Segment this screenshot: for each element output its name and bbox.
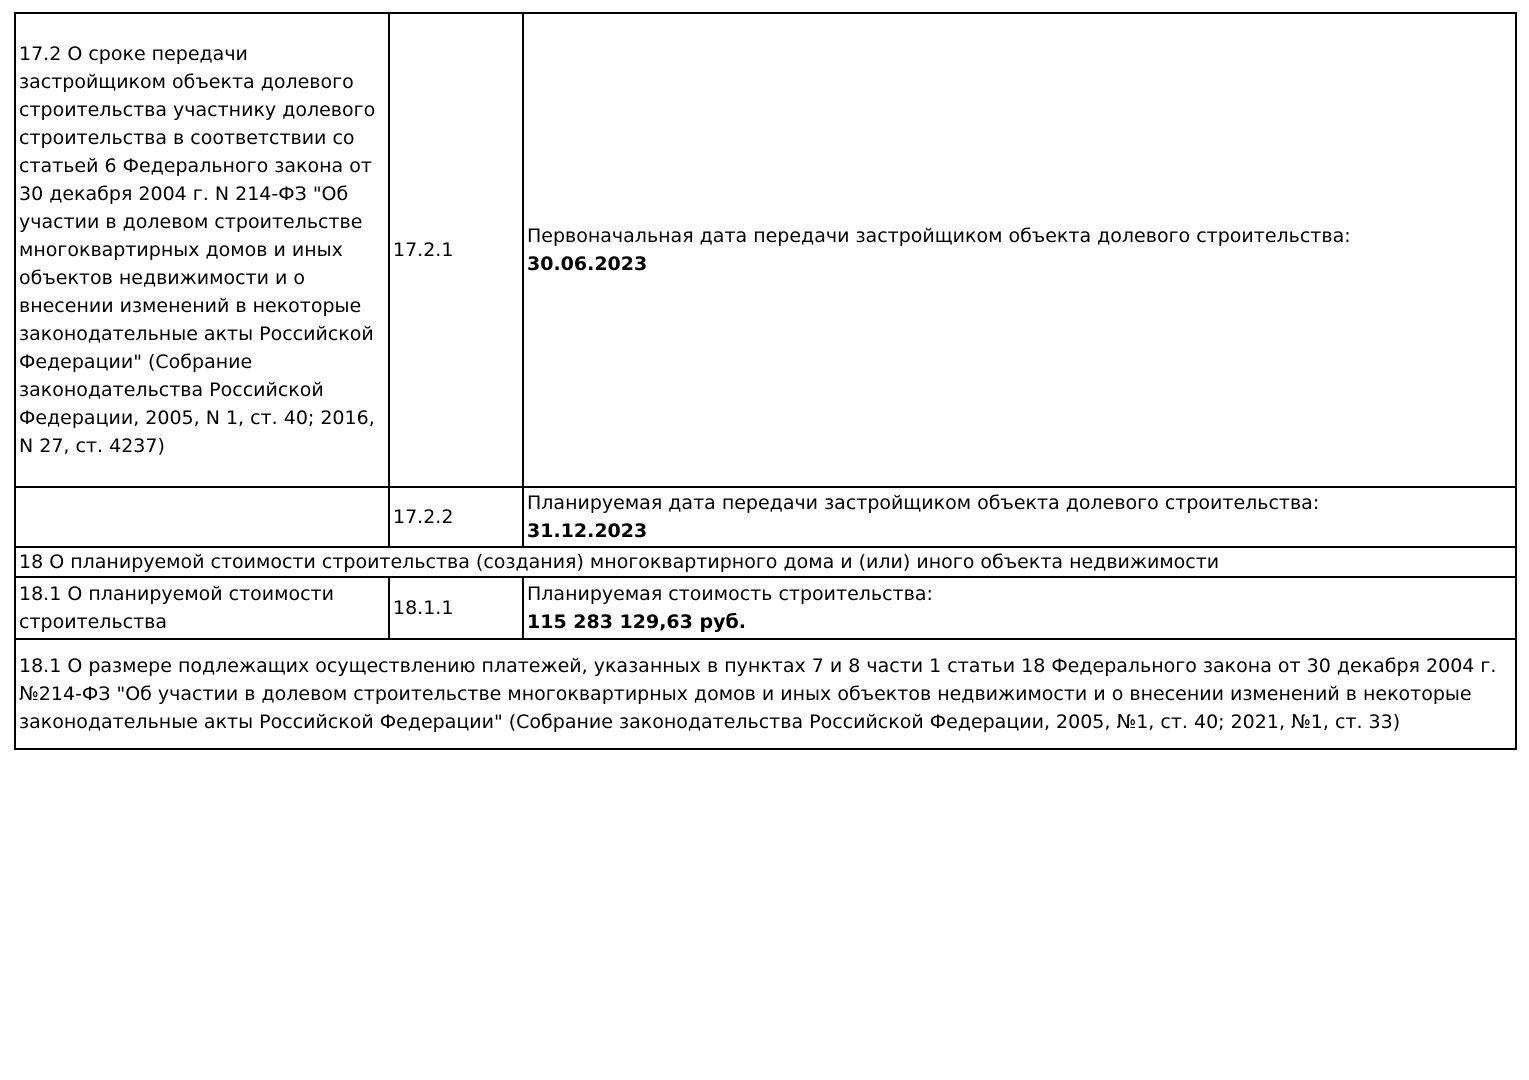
cell-section-18-1-description: 18.1 О планируемой стоимости строительства xyxy=(15,577,389,639)
cell-code-17-2-1: 17.2.1 xyxy=(389,13,523,487)
value-planned-transfer-date: 31.12.2023 xyxy=(527,520,648,542)
cell-section-18-1-note: 18.1 О размере подлежащих осуществлению платежей, указанных в пунктах 7 и 8 части 1 статьи 18 Федерального закона от 30 декабря 2004 г. №214-ФЗ "Об участии в долевом строительстве многоквартирных домов и иных объектов недвижимости и о внесении изменений в некоторые законодательные акты Российской Федерации" (Собрание законодательства Российской Федерации, 2005, №1, ст. 40; 2021, №1, ст. 33) xyxy=(15,639,1516,749)
cell-value-17-2-1 xyxy=(523,13,1516,487)
cell-value-18-1-1 xyxy=(523,577,1516,639)
value-planned-cost: 115 283 129,63 руб. xyxy=(527,611,746,633)
cell-section-18-header: 18 О планируемой стоимости строительства (создания) многоквартирного дома и (или) иного объекта недвижимости xyxy=(15,547,1516,577)
cell-section-17-2-description: 17.2 О сроке передачи застройщиком объекта долевого строительства участнику долевого строительства в соответствии со статьей 6 Федерального закона от 30 декабря 2004 г. N 214-ФЗ "Об участии в долевом строительстве многоквартирных домов и иных объектов недвижимости и о внесении изменений в некоторые законодательные акты Российской Федерации" (Собрание законодательства Российской Федерации, 2005, N 1, ст. 40; 2016, N 27, ст. 4237) xyxy=(15,13,389,487)
row-section-18-1-note xyxy=(15,639,1516,749)
row-section-18-header xyxy=(15,547,1516,577)
label-planned-cost: Планируемая стоимость строительства: xyxy=(527,583,933,605)
row-17-2-1 xyxy=(15,13,1516,487)
cell-code-18-1-1: 18.1.1 xyxy=(389,577,523,639)
row-18-1-1 xyxy=(15,577,1516,639)
value-initial-transfer-date: 30.06.2023 xyxy=(527,253,648,275)
cell-empty xyxy=(15,487,389,547)
label-initial-transfer-date: Первоначальная дата передачи застройщиком объекта долевого строительства: xyxy=(527,225,1351,247)
label-planned-transfer-date: Планируемая дата передачи застройщиком объекта долевого строительства: xyxy=(527,492,1320,514)
declaration-table xyxy=(14,12,1517,750)
row-17-2-2 xyxy=(15,487,1516,547)
cell-code-17-2-2: 17.2.2 xyxy=(389,487,523,547)
cell-value-17-2-2 xyxy=(523,487,1516,547)
